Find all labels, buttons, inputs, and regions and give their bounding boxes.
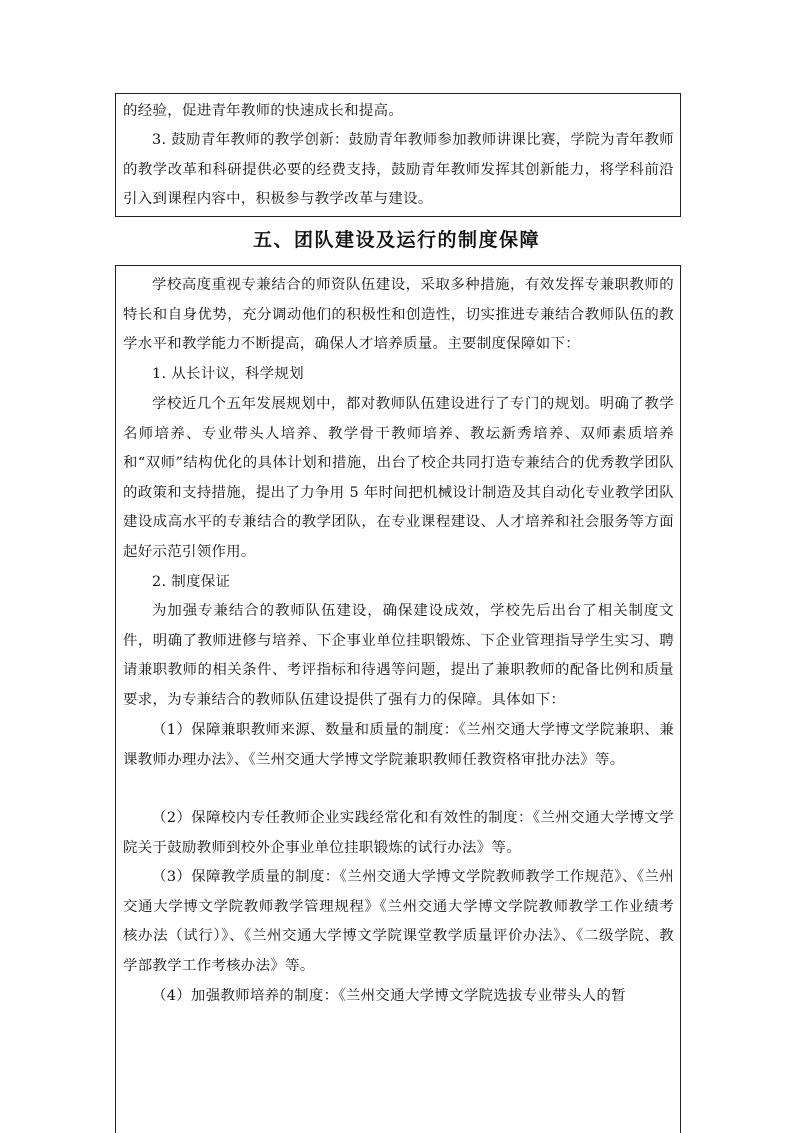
intro-paragraph: 学校高度重视专兼结合的师资队伍建设，采取多种措施，有效发挥专兼职教师的特长和自身优势，充分调动他们的积极性和创造性，切实推进专兼结合教师队伍的教学水平和教学能力不断提高，确保人才培养质量。主要制度保障如下： — [123, 277, 674, 353]
top-text-box — [115, 93, 681, 217]
subsection-2-title: 2. 制度保证 — [152, 574, 231, 590]
item-3-paragraph: （3）保障教学质量的制度：《兰州交通大学博文学院教师教学工作规范》、《兰州交通大学博文学院教师教学管理规程》《兰州交通大学博文学院教师教学工作业绩考核办法（试行）》、《兰州交通大学博文学院课堂教学质量评价办法》、《二级学院、教学部教学工作考核办法》等。 — [123, 869, 674, 974]
subsection-2-body: 为加强专兼结合的教师队伍建设，确保建设成效，学校先后出台了相关制度文件，明确了教师进修与培养、下企事业单位挂职锻炼、下企业管理指导学生实习、聘请兼职教师的相关条件、考评指标和待遇等问题，提出了兼职教师的配备比例和质量要求，为专兼结合的教师队伍建设提供了强有力的保障。具体如下： — [123, 603, 674, 708]
item-2-paragraph: （2）保障校内专任教师企业实践经常化和有效性的制度：《兰州交通大学博文学院关于鼓励教师到校外企事业单位挂职锻炼的试行办法》等。 — [123, 810, 674, 856]
subsection-1-body: 学校近几个五年发展规划中，都对教师队伍建设进行了专门的规划。明确了教学名师培养、专业带头人培养、教学骨干教师培养、教坛新秀培养、双师素质培养和“双师”结构优化的具体计划和措施，出台了校企共同打造专兼结合的优秀教学团队的政策和支持措施，提出了力争用 5 年时间把机械设计制造及其自动化专业教学团队建设成高水平的专兼结合的教学团队，在专业课程建设、人才培养和社会服务等方面起好示范引领作用。 — [123, 396, 674, 560]
section-heading: 五、团队建设及运行的制度保障 — [252, 229, 540, 251]
subsection-1-title: 1. 从长计议，科学规划 — [152, 366, 305, 382]
main-text-box — [115, 265, 681, 1133]
continued-line: 的经验，促进青年教师的快速成长和提高。 — [123, 103, 404, 119]
item-3-paragraph: 3. 鼓励青年教师的教学创新：鼓励青年教师参加教师讲课比赛，学院为青年教师的教学改革和科研提供必要的经费支持，鼓励青年教师发挥其创新能力，将学科前沿引入到课程内容中，积极参与教学改革与建设。 — [123, 132, 674, 208]
item-1-paragraph: （1）保障兼职教师来源、数量和质量的制度：《兰州交通大学博文学院兼职、兼课教师办理办法》、《兰州交通大学博文学院兼职教师任教资格审批办法》等。 — [123, 722, 674, 768]
item-4-paragraph: （4）加强教师培养的制度：《兰州交通大学博文学院选拔专业带头人的暂 — [152, 988, 627, 1004]
